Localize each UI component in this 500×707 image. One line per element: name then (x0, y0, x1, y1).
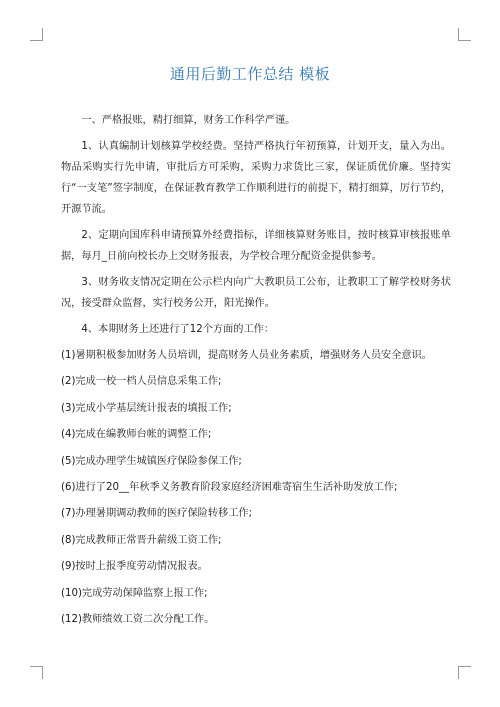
list-item: (8)完成教师正常晋升薪级工资工作; (61, 534, 222, 546)
paragraph-treasury: 2、定期向国库科申请预算外经费指标，详细核算财务账目，按时核算审核报账单据，每月_日前向校长办上交财务报表，为学校合理分配资金提供参考。 (61, 230, 451, 262)
list-item: (7)办理暑期调动教师的医疗保险转移工作; (61, 508, 253, 520)
crop-mark-top-right (458, 28, 471, 41)
list-item: (5)完成办理学生城镇医疗保险参保工作; (61, 455, 242, 467)
list-item: (4)完成在编教师台帐的调整工作; (61, 429, 212, 441)
crop-mark-top-left (30, 28, 43, 41)
list-item: (12)教师绩效工资二次分配工作。 (61, 613, 215, 625)
paragraph-section-heading: 一、严格报账，精打细算，财务工作科学严谨。 (81, 115, 296, 126)
document-title: 通用后勤工作总结 模板 (169, 65, 331, 83)
list-item: (3)完成小学基层统计报表的填报工作; (61, 402, 232, 414)
list-item: (1)暑期积极参加财务人员培训，提高财务人员业务素质，增强财务人员安全意识。 (61, 350, 432, 361)
crop-mark-bottom-left (30, 666, 43, 679)
crop-mark-bottom-right (458, 666, 471, 679)
list-item: (6)进行了20__年秋季义务教育阶段家庭经济困难寄宿生生活补助发放工作; (61, 481, 398, 493)
paragraph-work-intro: 4、本期财务上还进行了12个方面的工作： (81, 324, 275, 335)
document-body (61, 110, 451, 635)
paragraph-budget: 1、认真编制计划核算学校经费。坚持严格执行年初预算，计划开支，量入为出。物品采购实行先申请，审批后方可采购，采购力求货比三家，保证质优价廉。坚持实行“一支笔”签字制度，在保证教育教学工作顺利进行的前提下，精打细算，厉行节约，开源节流。 (61, 141, 451, 215)
list-item: (2)完成一校一档人员信息采集工作; (61, 376, 222, 388)
paragraph-disclosure: 3、财务收支情况定期在公示栏内向广大教职员工公布，让教职工了解学校财务状况，接受群众监督，实行校务公开，阳光操作。 (61, 277, 451, 309)
list-item: (9)按时上报季度劳动情况报表。 (61, 561, 208, 573)
list-item: (10)完成劳动保障监察上报工作; (61, 587, 208, 599)
